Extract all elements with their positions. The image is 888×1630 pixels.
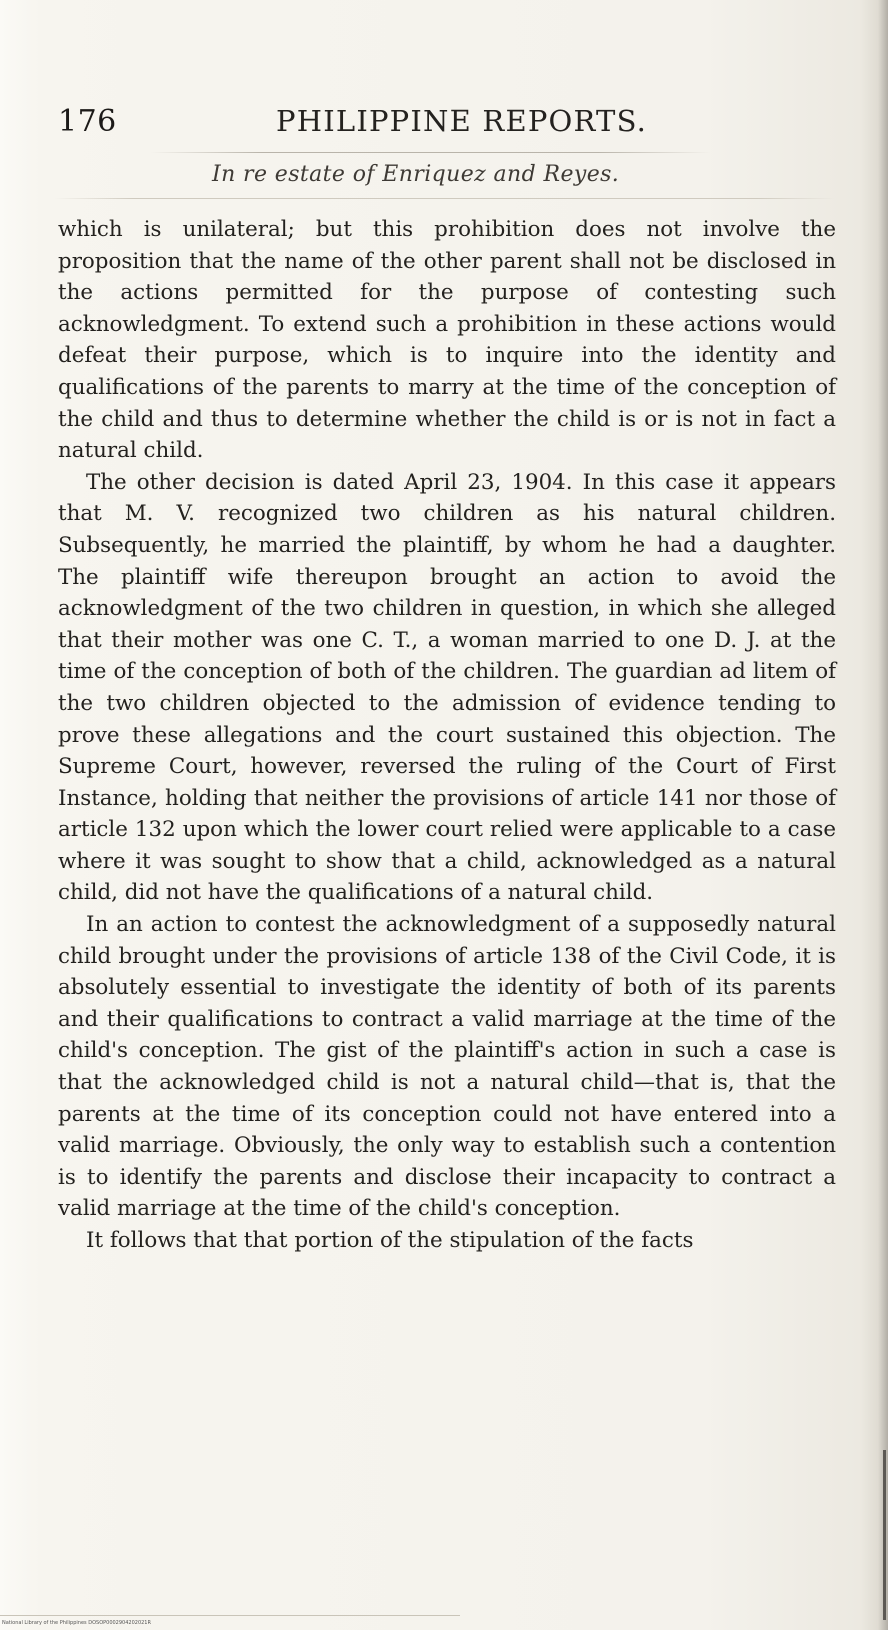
paragraph-1: which is unilateral; but this prohibition does not involve the proposition that the name of the other parent shall not be disclosed in the actions permitted for the purpose of contesting such acknowledgment. To extend such a prohibition in these actions would defeat their purpose, which is to inquire into the identity and qualifications of the parents to marry at the time of the conception of the child and thus to determine whether the child is or is not in fact a natural child. <box>58 217 836 464</box>
running-head: PHILIPPINE REPORTS. <box>276 104 648 138</box>
page-number: 176 <box>58 104 117 139</box>
paragraph-4: It follows that that portion of the stipulation of the facts <box>86 1228 694 1253</box>
case-title: In re estate of Enriquez and Reyes. <box>212 162 620 187</box>
paragraph-3: In an action to contest the acknowledgment of a supposedly natural child brought under the provisions of article 138 of the Civil Code, it is absolutely essential to investigate the identity of both of its parents and their qualifications to contract a valid marriage at the time of the child's conception. The gist of the plaintiff's action in such a case is that the acknowledged child is not a natural child—that is, that the parents at the time of its conception could not have entered into a valid marriage. Obviously, the only way to establish such a contention is to identify the parents and disclose their incapacity to contract a valid marriage at the time of the child's conception. <box>58 912 836 1222</box>
footer-rule <box>0 1615 460 1616</box>
page-edge-shadow <box>878 0 888 1630</box>
paragraph-2: The other decision is dated April 23, 1904. In this case it appears that M. V. recognized two children as his natural children. Subsequently, he married the plaintiff, by whom he had a daughter. The plaintiff wife thereupon brought an action to avoid the acknowledgment of the two children in question, in which she alleged that their mother was one C. T., a woman married to one D. J. at the time of the conception of both of the children. The guardian ad litem of the two children objected to the admission of evidence tending to prove these allegations and the court sustained this objection. The Supreme Court, however, reversed the ruling of the Court of First Instance, holding that neither the provisions of article 141 nor those of article 132 upon which the lower court relied were applicable to a case where it was sought to show that a child, acknowledged as a natural child, did not have the qualifications of a natural child. <box>58 469 836 906</box>
footer-credit: National Library of the Philippines DOSOP0002904202021R <box>2 1620 151 1626</box>
page-header <box>58 104 838 144</box>
header-divider <box>150 152 710 153</box>
body-text <box>58 214 836 1257</box>
binding-edge-mark <box>883 1450 886 1620</box>
header-bottom-rule <box>55 198 835 199</box>
